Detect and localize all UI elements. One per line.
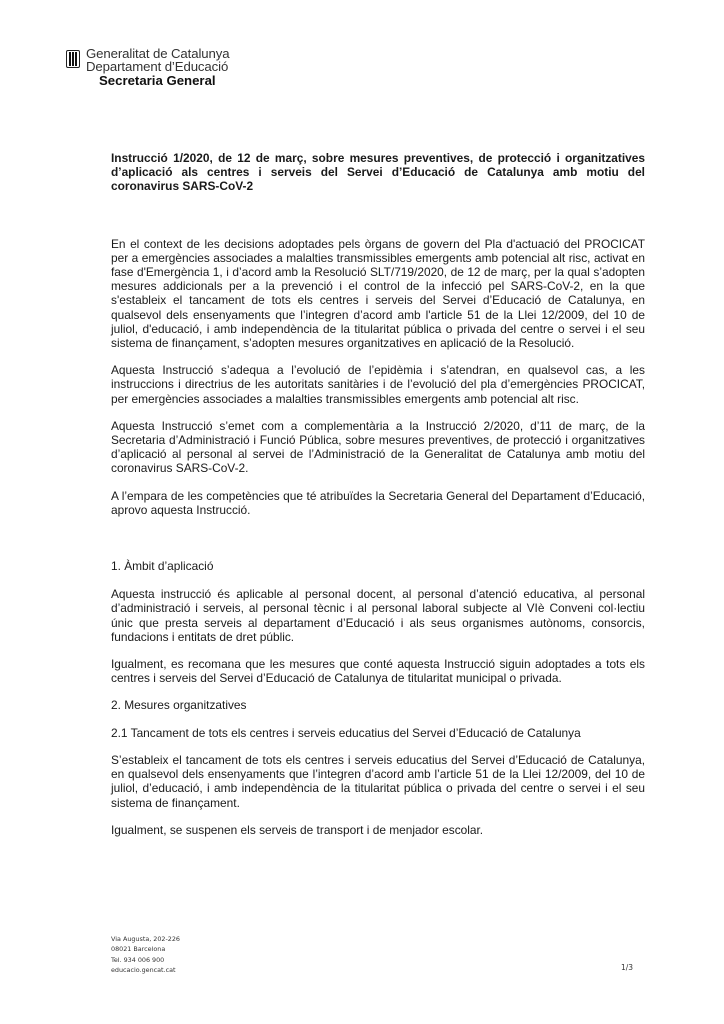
footer-phone: Tel. 934 006 900 (111, 955, 165, 964)
paragraph-approval: A l’empara de les competències que té atribuïdes la Secretaria General del Departament d’Educació, aprovo aquesta Instrucció. (111, 488, 645, 517)
paragraph-scope: Aquesta instrucció és aplicable al personal docent, al personal d’atenció educativa, al personal d’administració i serveis, al personal tècnic i al personal laboral subjecte al VIè Conveni col·lectiu únic que presta serveis al departament d’Educació i als seus organismes autònoms, consorcis, fundacions i entitats de dret públic. (111, 587, 645, 644)
footer-city: 08021 Barcelona (111, 945, 166, 954)
footer-street: Via Augusta, 202-226 (111, 935, 180, 943)
organization-name (86, 47, 230, 87)
letterhead (66, 47, 230, 87)
paragraph-complementary: Aquesta Instrucció s’emet com a complementària a la Instrucció 2/2020, d’11 de març, de la Secretaria d’Administració i Funció Pública, sobre mesures preventives, de protecció i organitzatives d’aplicació al personal al servei de l’Administració de la Generalitat de Catalunya amb motiu del coronavirus SARS-CoV-2. (111, 418, 645, 476)
document-title: Instrucció 1/2020, de 12 de març, sobre mesures preventives, de protecció i organitzatives d’aplicació als centres i serveis del Servei d’Educació de Catalunya amb motiu del coronavirus SARS-CoV-2 (111, 151, 645, 194)
document-body (111, 151, 645, 837)
page-number: 1/3 (621, 963, 634, 972)
paragraph-closure: S’estableix el tancament de tots els centres i serveis educatius del Servei d’Educació de Catalunya, en qualsevol dels ensenyaments que l’integren d’acord amb l’article 51 de la Llei 12/2009, del 10 de juliol, d’educació, i amb independència de la titularitat pública o privada del centre o servei i el seu sistema de finançament. (111, 752, 645, 810)
section-2-1-heading: 2.1 Tancament de tots els centres i serveis educatius del Servei d’Educació de Catalunya (111, 725, 581, 740)
footer-address (111, 934, 180, 976)
paragraph-adequacy: Aquesta Instrucció s’adequa a l’evolució de l’epidèmia i s’atendran, en qualsevol cas, a les instruccions i directrius de les autoritats sanitàries i de l’evolució del pla d’emergències PROCICAT, per emergències associades a malalties transmissibles emergents amb potencial alt risc. (111, 363, 645, 406)
paragraph-services-suspended: Igualment, se suspenen els serveis de transport i de menjador escolar. (111, 822, 484, 837)
org-line-generalitat: Generalitat de Catalunya (86, 46, 230, 61)
section-1-heading: 1. Àmbit d’aplicació (111, 559, 214, 574)
paragraph-context: En el context de les decisions adoptades pels òrgans de govern del Pla d'actuació del PROCICAT per a emergències associades a malalties transmissibles emergents amb potencial alt risc, activat en fase d'Emergència 1, i d’acord amb la Resolució SLT/719/2020, de 12 de març, per la qual s’adopten mesures addicionals per a la prevenció i el control de la infecció pel SARS-CoV-2, en la que s'estableix el tancament de tots els centres i serveis del Servei d’Educació de Catalunya, en qualsevol dels ensenyaments que l’integren d’acord amb l'article 51 de la Llei 12/2009, del 10 de juliol, d'educació, i amb independència de la titularitat pública o privada del centre o servei i el seu sistema de finançament, s’adopten mesures organitzatives en aplicació de la Resolució. (111, 236, 645, 351)
footer-website: educacio.gencat.cat (111, 966, 176, 975)
section-2-heading: 2. Mesures organitzatives (111, 698, 247, 713)
org-line-department: Departament d’Educació (86, 59, 229, 74)
generalitat-emblem-icon (66, 50, 80, 68)
paragraph-recommendation: Igualment, es recomana que les mesures que conté aquesta Instrucció siguin adoptades a tots els centres i serveis del Servei d’Educació de Catalunya de titularitat municipal o privada. (111, 657, 645, 686)
org-line-secretaria: Secretaria General (99, 73, 216, 88)
